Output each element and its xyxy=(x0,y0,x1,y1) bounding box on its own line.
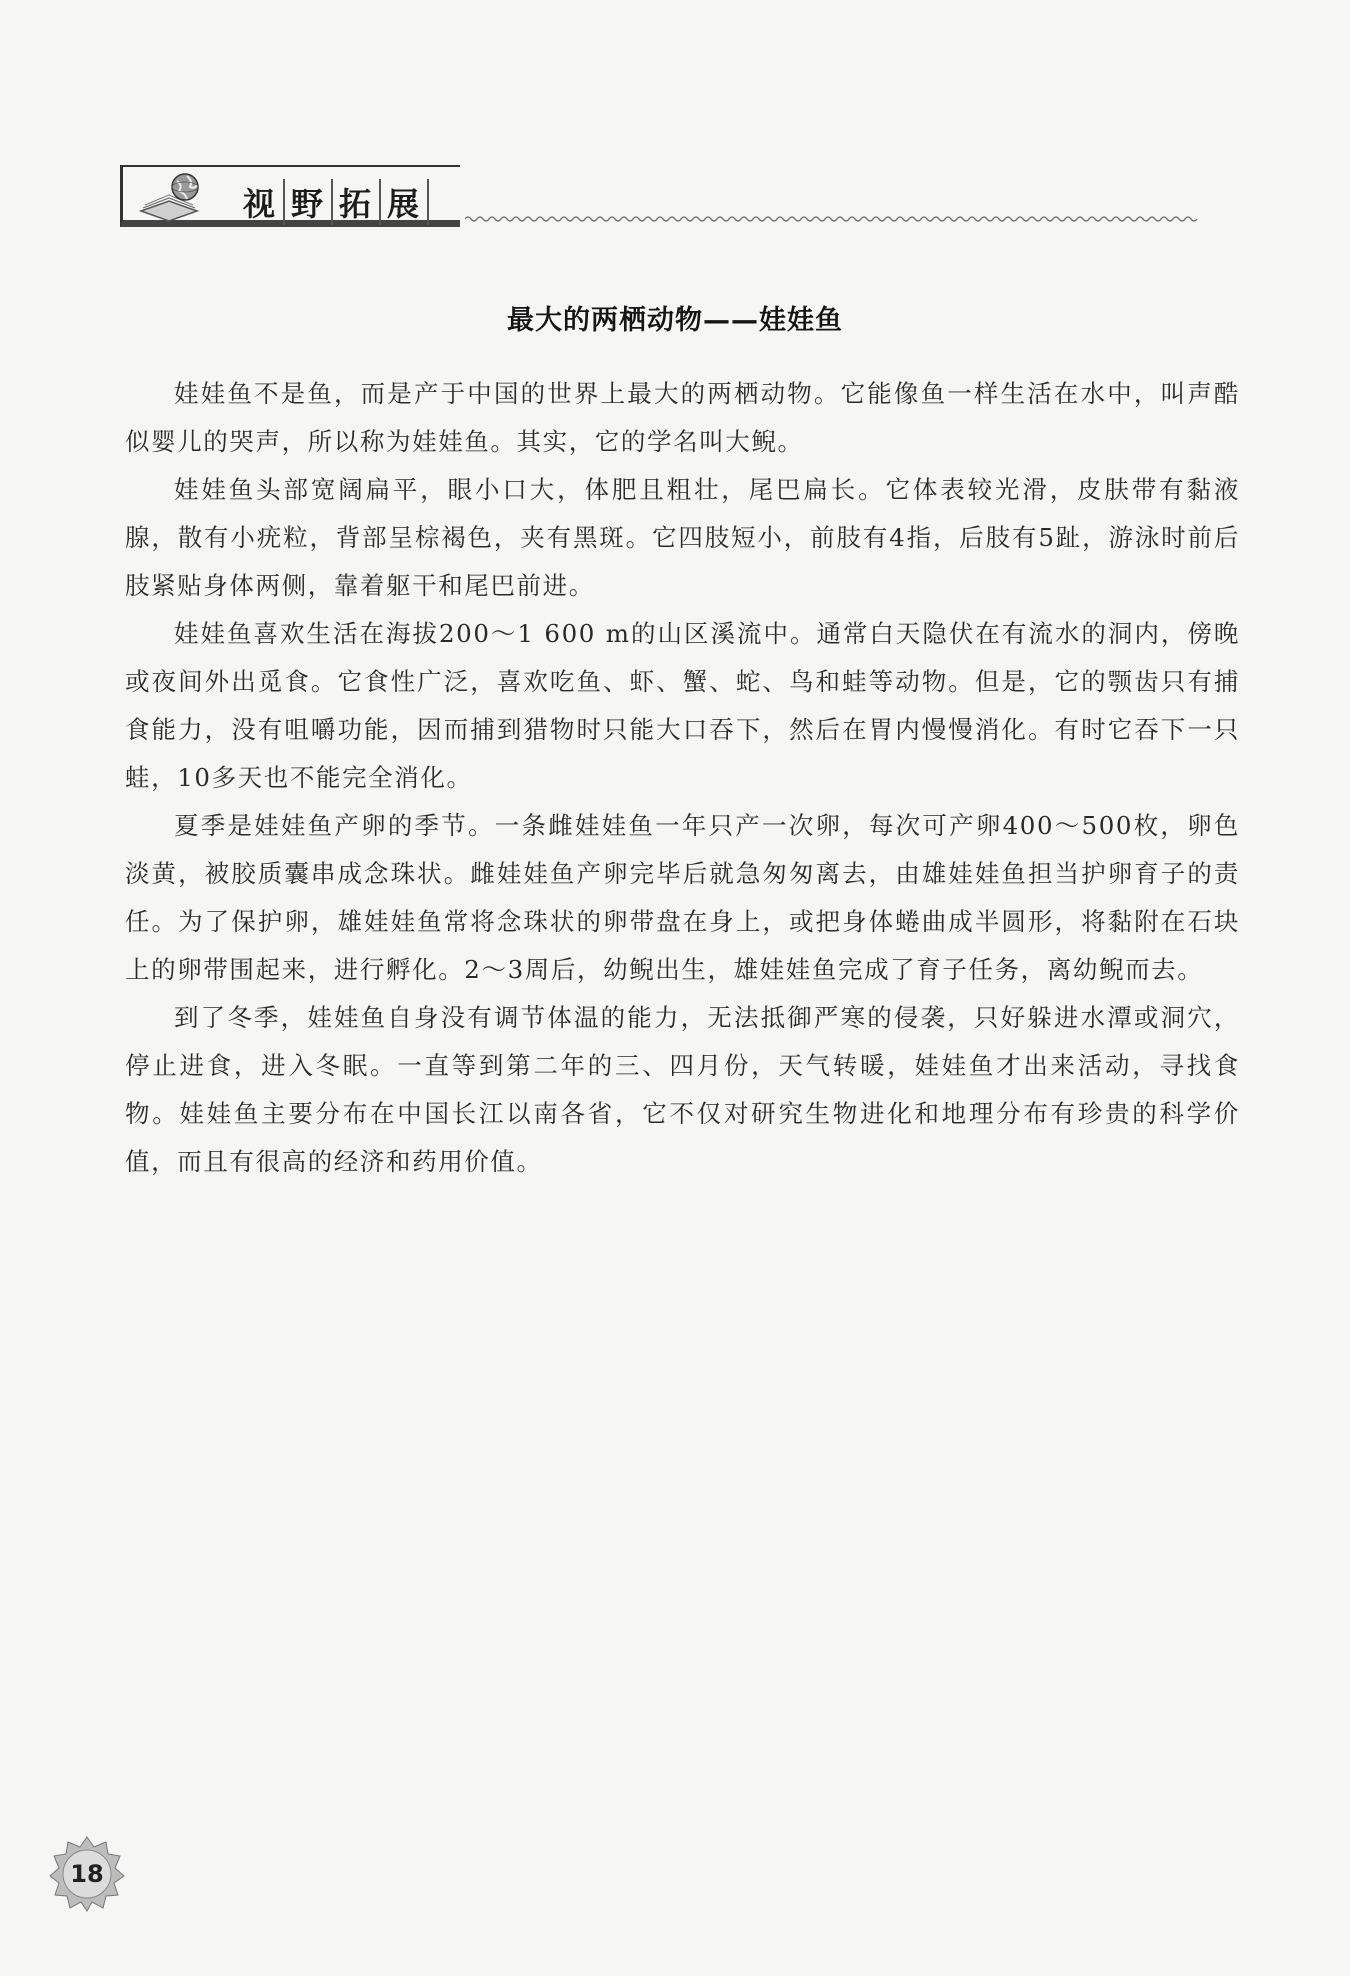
article-paragraph: 夏季是娃娃鱼产卵的季节。一条雌娃娃鱼一年只产一次卵，每次可产卵400～500枚，卵色淡黄，被胶质囊串成念珠状。雌娃娃鱼产卵完毕后就急匆匆离去，由雄娃娃鱼担当护卵育子的责任。为了保护卵，雄娃娃鱼常将念珠状的卵带盘在身上，或把身体蜷曲成半圆形，将黏附在石块上的卵带围起来，进行孵化。2～3周后，幼鲵出生，雄娃娃鱼完成了育子任务，离幼鲵而去。 xyxy=(125,811,1240,984)
book-globe-icon xyxy=(135,171,215,223)
article-title: 最大的两栖动物——娃娃鱼 xyxy=(507,305,843,336)
article-paragraph: 到了冬季，娃娃鱼自身没有调节体温的能力，无法抵御严寒的侵袭，只好躲进水潭或洞穴，停止进食，进入冬眠。一直等到第二年的三、四月份，天气转暖，娃娃鱼才出来活动，寻找食物。娃娃鱼主要分布在中国长江以南各省，它不仅对研究生物进化和地理分布有珍贵的科学价值，而且有很高的经济和药用价值。 xyxy=(125,1003,1240,1176)
section-header xyxy=(120,165,1240,235)
article-paragraph: 娃娃鱼头部宽阔扁平，眼小口大，体肥且粗壮，尾巴扁长。它体表较光滑，皮肤带有黏液腺，散有小疣粒，背部呈棕褐色，夹有黑斑。它四肢短小，前肢有4指，后肢有5趾，游泳时前后肢紧贴身体两侧，靠着躯干和尾巴前进。 xyxy=(125,475,1240,600)
section-title xyxy=(243,179,429,225)
section-title-char: 拓 xyxy=(333,179,381,225)
wavy-divider xyxy=(465,213,1240,225)
article-paragraph: 娃娃鱼不是鱼，而是产于中国的世界上最大的两栖动物。它能像鱼一样生活在水中，叫声酷似婴儿的哭声，所以称为娃娃鱼。其实，它的学名叫大鲵。 xyxy=(125,379,1240,456)
article-paragraph: 娃娃鱼喜欢生活在海拔200～1 600 m的山区溪流中。通常白天隐伏在有流水的洞内，傍晚或夜间外出觅食。它食性广泛，喜欢吃鱼、虾、蟹、蛇、鸟和蛙等动物。但是，它的颚齿只有捕食能力，没有咀嚼功能，因而捕到猎物时只能大口吞下，然后在胃内慢慢消化。有时它吞下一只蛙，10多天也不能完全消化。 xyxy=(125,619,1240,792)
section-title-char: 野 xyxy=(285,179,333,225)
page-number: 18 xyxy=(70,1860,104,1888)
section-title-char: 展 xyxy=(381,179,429,225)
section-banner xyxy=(120,165,460,227)
article-body xyxy=(125,370,1240,1186)
section-title-char: 视 xyxy=(243,179,285,225)
